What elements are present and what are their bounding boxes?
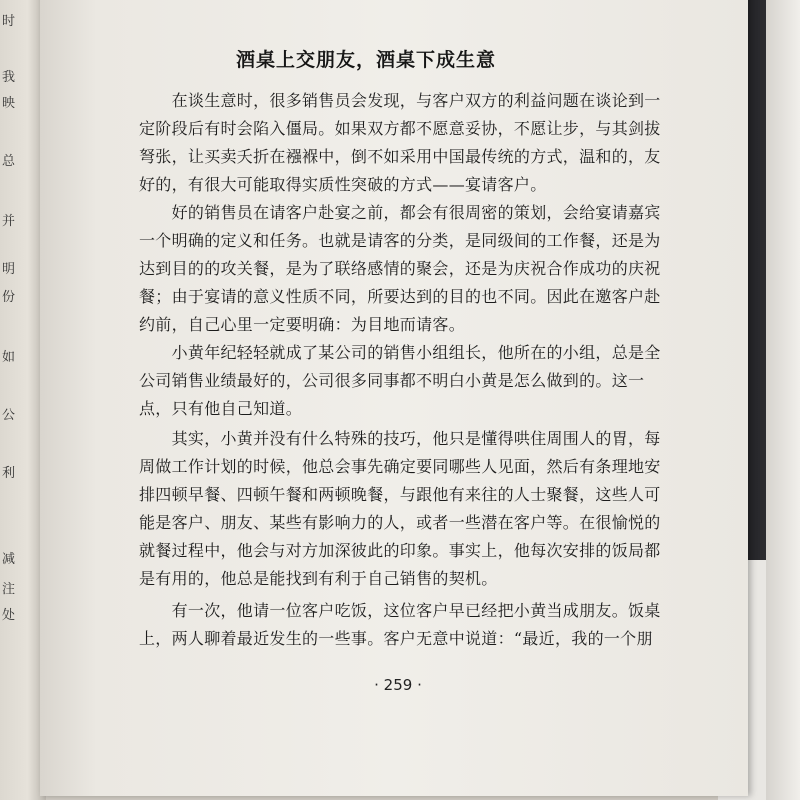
text-line: 就餐过程中，他会与对方加深彼此的印象。事实上，他每次安排的饭局都 [139, 541, 661, 560]
text-line: 小黄年纪轻轻就成了某公司的销售小组组长，他所在的小组，总是全 [139, 343, 661, 362]
facing-page-fragment: 注 [2, 582, 16, 597]
facing-page-fragment: 利 [2, 466, 16, 481]
facing-page-fragment: 如 [2, 350, 16, 365]
text-line: 上，两人聊着最近发生的一些事。客户无意中说道：“最近，我的一个朋 [139, 629, 653, 648]
facing-page-fragment: 处 [2, 608, 16, 623]
text-line: 能是客户、朋友、某些有影响力的人，或者一些潜在客户等。在很愉悦的 [139, 513, 661, 532]
text-line: 有一次，他请一位客户吃饭，这位客户早已经把小黄当成朋友。饭桌 [139, 601, 661, 620]
text-line: 公司销售业绩最好的，公司很多同事都不明白小黄是怎么做到的。这一 [139, 371, 645, 390]
facing-page-fragment: 时 [2, 14, 16, 29]
facing-page-fragment: 我 [2, 70, 16, 85]
facing-page-fragment: 明 [2, 262, 16, 277]
facing-page-fragment: 映 [2, 96, 16, 111]
text-line: 在谈生意时，很多销售员会发现，与客户双方的利益问题在谈论到一 [139, 91, 661, 110]
text-line: 好的，有很大可能取得实质性突破的方式——宴请客户。 [139, 175, 547, 194]
facing-page-fragment: 公 [2, 408, 16, 423]
text-line: 餐；由于宴请的意义性质不同，所要达到的目的也不同。因此在邀客户赴 [139, 287, 661, 306]
text-line: 排四顿早餐、四顿午餐和两顿晚餐，与跟他有来往的人士聚餐，这些人可 [139, 485, 661, 504]
facing-page-fragment: 并 [2, 214, 16, 229]
text-line: 周做工作计划的时候，他总会事先确定要同哪些人见面，然后有条理地安 [139, 457, 661, 476]
facing-page-fragment: 总 [2, 154, 16, 169]
section-title: 酒桌上交朋友，酒桌下成生意 [236, 49, 497, 71]
facing-page-fragment: 减 [2, 552, 16, 567]
text-line: 一个明确的定义和任务。也就是请客的分类，是同级间的工作餐，还是为 [139, 231, 661, 250]
text-line: 达到目的的攻关餐，是为了联络感情的聚会，还是为庆祝合作成功的庆祝 [139, 259, 661, 278]
text-line: 好的销售员在请客户赴宴之前，都会有很周密的策划，会给宴请嘉宾 [139, 203, 661, 222]
text-line: 弩张，让买卖夭折在襁褓中，倒不如采用中国最传统的方式，温和的，友 [139, 147, 661, 166]
facing-page-fragment: 份 [2, 290, 16, 305]
text-line: 定阶段后有时会陷入僵局。如果双方都不愿意妥协，不愿让步，与其剑拔 [139, 119, 661, 138]
book-page [40, 0, 748, 796]
text-line: 约前，自己心里一定要明确：为目地而请客。 [139, 315, 466, 334]
text-line: 是有用的，他总是能找到有利于自己销售的契机。 [139, 569, 498, 588]
text-line: 其实，小黄并没有什么特殊的技巧，他只是懂得哄住周围人的胃，每 [139, 429, 661, 448]
page-number: · 259 · [374, 676, 422, 694]
text-line: 点，只有他自己知道。 [139, 399, 303, 418]
cover-board-edge [766, 0, 800, 800]
